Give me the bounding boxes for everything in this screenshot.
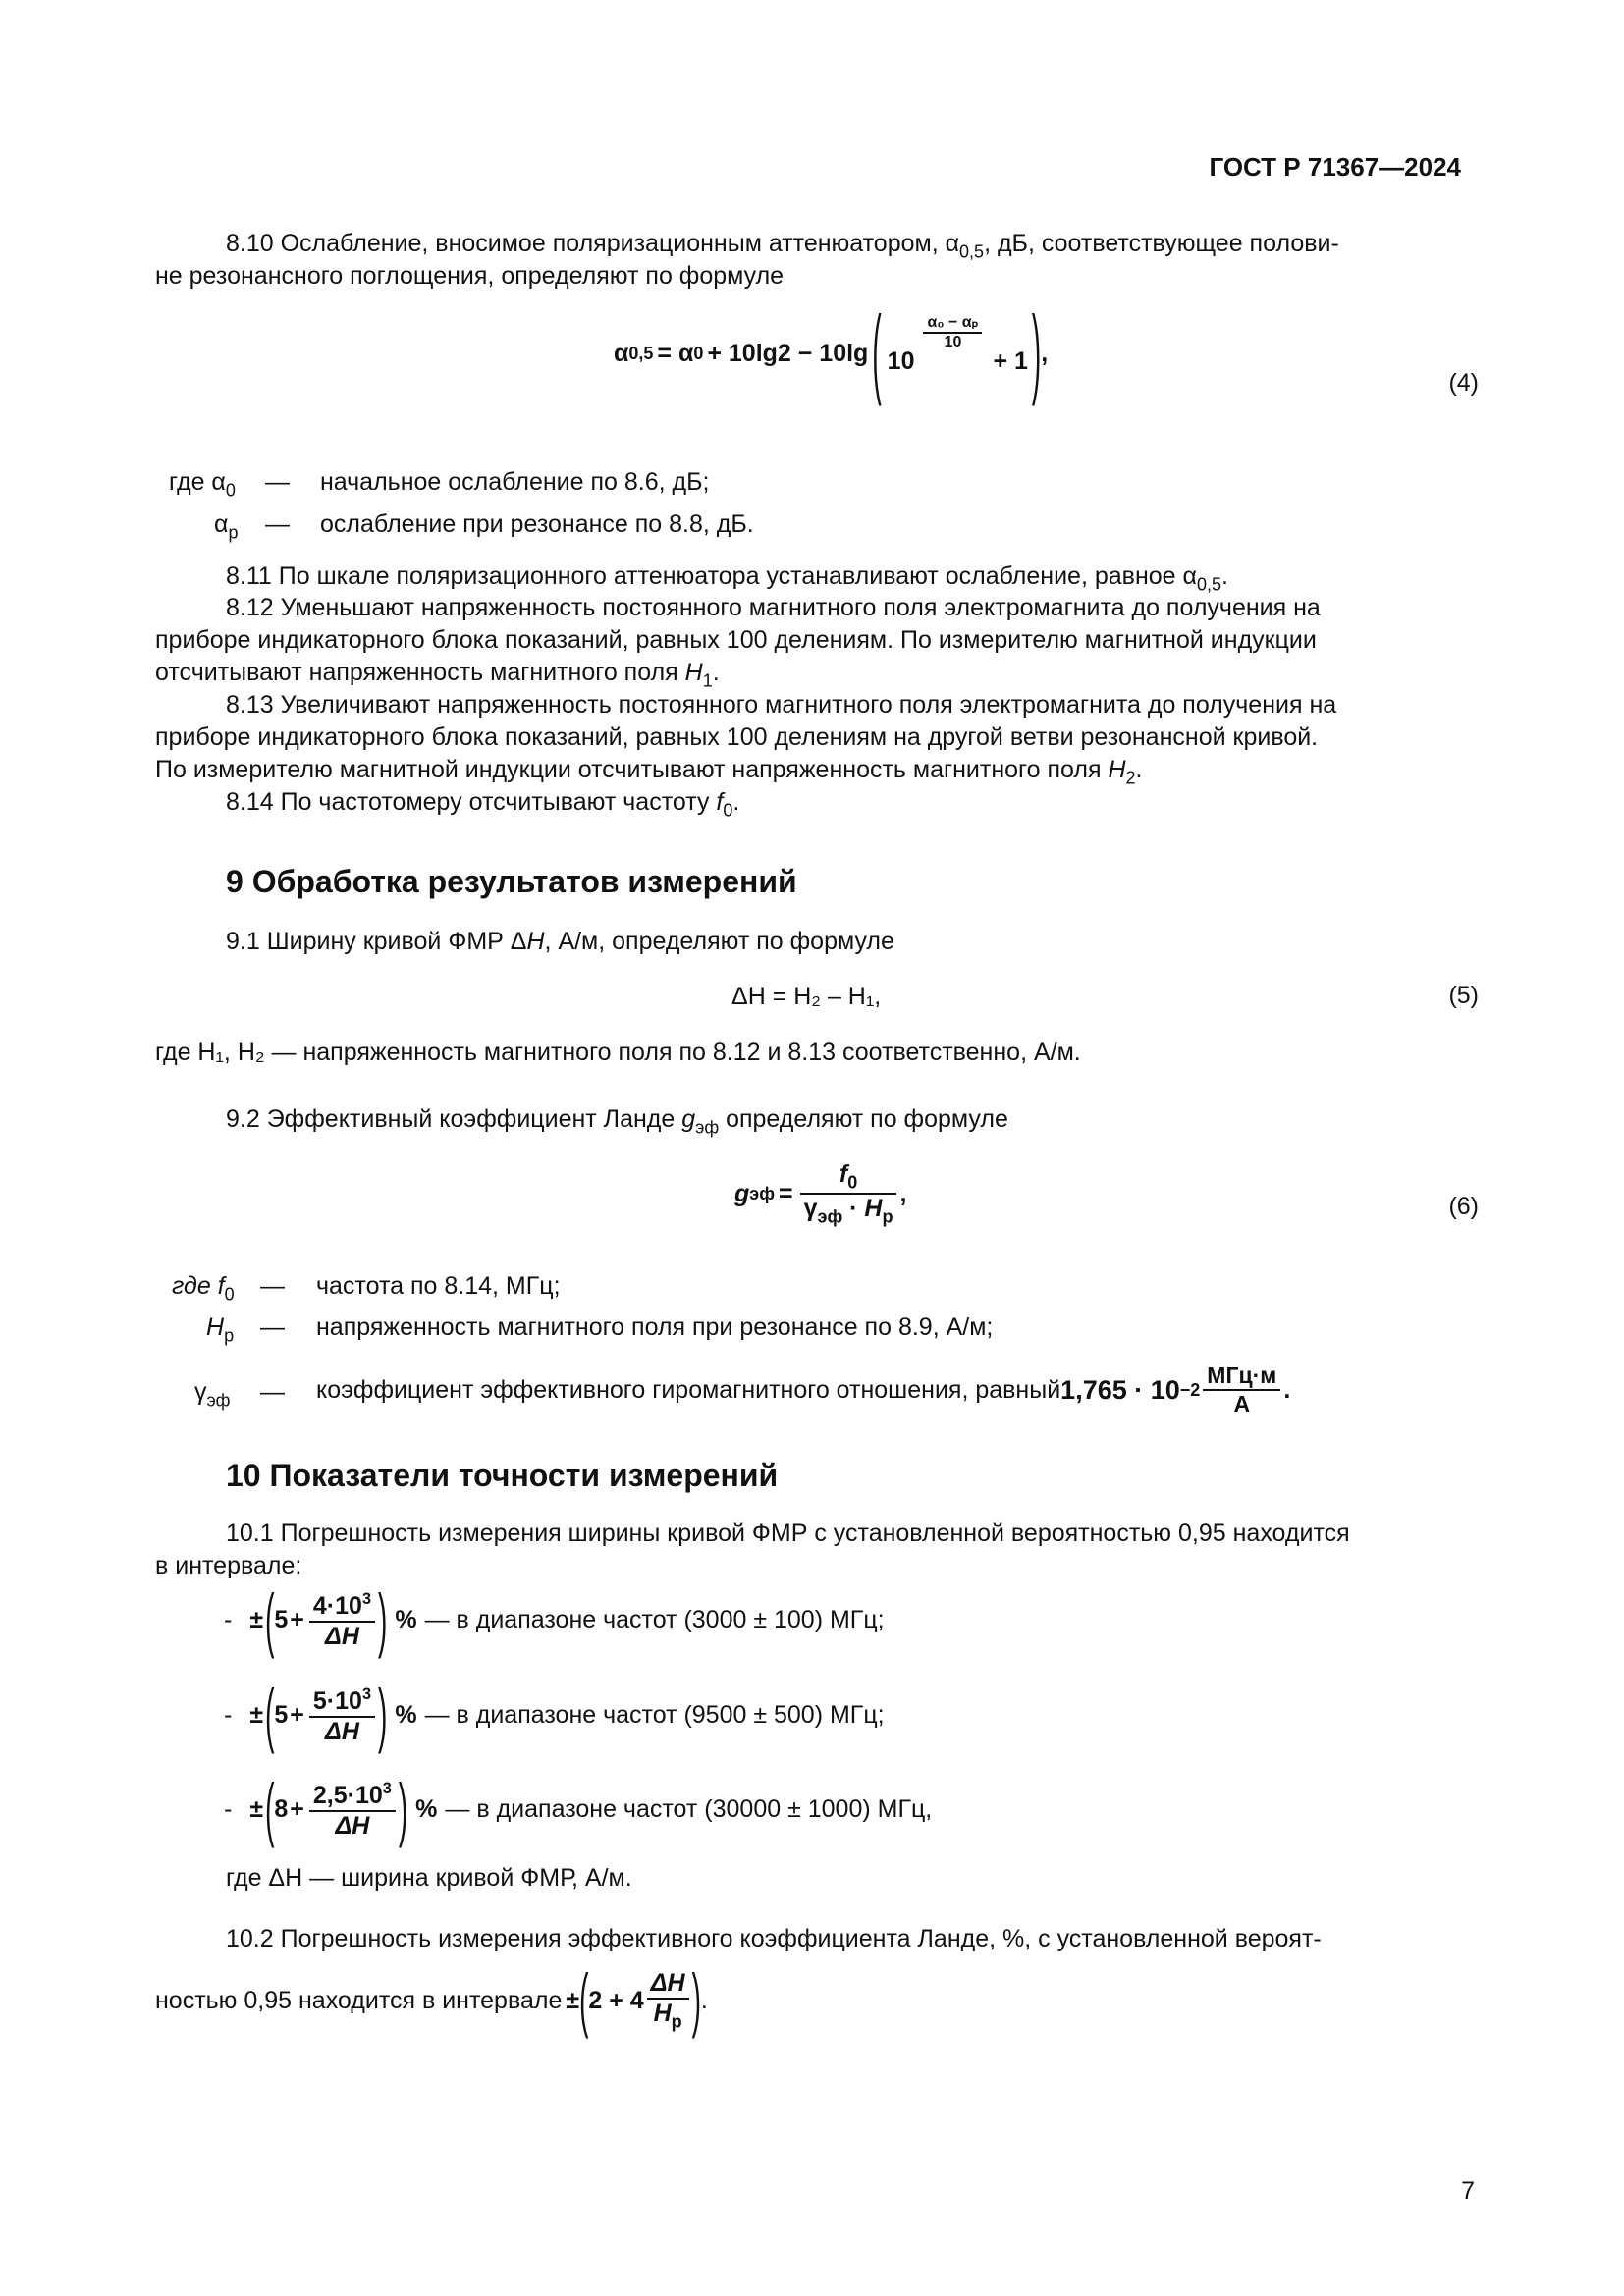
section-heading-9: 9 Обработка результатов измерений bbox=[226, 864, 797, 899]
symbol: γ bbox=[194, 1378, 207, 1406]
paragraph-8-13-line2: приборе индикаторного блока показаний, равных 100 делениям на другой ветви резонансной кривой. bbox=[155, 723, 1319, 751]
text: 2,5·10 bbox=[312, 1781, 383, 1809]
equation-5: ΔH = H₂ – H₁, bbox=[731, 983, 882, 1010]
left-paren: ( bbox=[265, 1579, 275, 1659]
text: По измерителю магнитной индукции отсчитывают напряженность магнитного поля bbox=[155, 756, 1109, 783]
subscript: 0 bbox=[723, 800, 733, 821]
text: . bbox=[700, 1986, 708, 2014]
numerator bbox=[309, 1590, 375, 1623]
definition-hp bbox=[206, 1313, 234, 1346]
paragraph-10-1-line2: в интервале: bbox=[155, 1552, 302, 1579]
numerator: МГц·м bbox=[1203, 1362, 1280, 1391]
symbol: ± bbox=[249, 1701, 264, 1730]
right-paren: ) bbox=[378, 1675, 388, 1754]
symbol: 5 bbox=[274, 1701, 289, 1730]
exponent: 3 bbox=[361, 1590, 371, 1608]
fraction bbox=[309, 1590, 375, 1651]
definition-dash: — bbox=[260, 1272, 285, 1300]
paragraph-10-1-line1: 10.1 Погрешность измерения ширины кривой ФМР с установленной вероятностью 0,95 находится bbox=[226, 1520, 1350, 1547]
text: . bbox=[1283, 1375, 1291, 1404]
subscript: 0 bbox=[693, 343, 704, 363]
paragraph-8-12-line2: приборе индикаторного блока показаний, равных 100 делениям. По измерителю магнитной индукции bbox=[155, 626, 1317, 654]
accuracy-item-3 bbox=[224, 1769, 933, 1848]
equation-number-6: (6) bbox=[1448, 1193, 1479, 1220]
equation-number-5: (5) bbox=[1448, 982, 1479, 1009]
text: , дБ, соответствующее полови- bbox=[984, 230, 1339, 257]
subscript: р bbox=[671, 2011, 682, 2032]
equation-number-4: (4) bbox=[1448, 369, 1479, 397]
dash: - bbox=[224, 1606, 233, 1634]
subscript: 2 bbox=[1125, 768, 1136, 788]
definition-dash: — bbox=[265, 510, 290, 538]
numerator bbox=[800, 1160, 897, 1195]
text: 8.10 Ослабление, вносимое поляризационным аттенюатором, α bbox=[226, 230, 960, 257]
dash: - bbox=[224, 1795, 233, 1824]
text: , А/м, определяют по формуле bbox=[544, 928, 894, 955]
plus-sign: + bbox=[290, 1701, 304, 1730]
symbol: α bbox=[614, 339, 629, 367]
symbol: γ bbox=[803, 1195, 818, 1223]
symbol: H bbox=[864, 1195, 883, 1223]
symbol: где α bbox=[169, 468, 226, 496]
text: — в диапазоне частот (9500 ± 500) МГц; bbox=[424, 1701, 885, 1730]
left-paren: ( bbox=[579, 1959, 589, 2040]
fraction bbox=[800, 1160, 897, 1228]
percent: % bbox=[395, 1701, 417, 1730]
subscript: 0 bbox=[225, 480, 236, 501]
subscript: 0 bbox=[847, 1172, 858, 1193]
denominator: А bbox=[1233, 1391, 1251, 1416]
denominator: ΔH bbox=[335, 1811, 370, 1840]
text: 5·10 bbox=[312, 1686, 362, 1715]
symbol: где f bbox=[172, 1272, 225, 1300]
text: 8.11 По шкале поляризационного аттенюатора устанавливают ослабление, равное α bbox=[226, 562, 1197, 590]
symbol: , bbox=[899, 1179, 907, 1207]
denominator: 10 bbox=[944, 334, 962, 350]
symbol: = α bbox=[657, 339, 694, 367]
text: . bbox=[1220, 562, 1228, 590]
numerator: α₀ − αₚ bbox=[923, 312, 982, 334]
left-paren: ( bbox=[265, 1675, 275, 1754]
denominator: ΔH bbox=[325, 1717, 359, 1745]
denominator bbox=[647, 2000, 689, 2032]
symbol: , bbox=[1041, 339, 1049, 367]
denominator: ΔH bbox=[325, 1622, 359, 1650]
exponent-fraction bbox=[923, 312, 982, 351]
paragraph-10-2-line1: 10.2 Погрешность измерения эффективного коэффициента Ланде, %, с установленной вероят- bbox=[226, 1925, 1322, 1952]
numerator bbox=[309, 1685, 375, 1718]
subscript: 0,5 bbox=[959, 241, 985, 262]
definition-5: где H₁, H₂ — напряженность магнитного поля по 8.12 и 8.13 соответственно, А/м. bbox=[155, 1039, 1081, 1066]
paragraph-9-1 bbox=[226, 927, 894, 956]
definition-dash: — bbox=[260, 1313, 285, 1341]
definition-gamma bbox=[194, 1378, 231, 1411]
exponent: −2 bbox=[1179, 1379, 1201, 1400]
plus-minus: ± bbox=[566, 1986, 580, 2014]
paragraph-8-14 bbox=[226, 787, 739, 822]
symbol: ± bbox=[249, 1606, 264, 1634]
paragraph-10-2-line2 bbox=[155, 1959, 708, 2040]
subscript: 0 bbox=[224, 1284, 235, 1305]
paragraph-8-12-line1: 8.12 Уменьшают напряженность постоянного магнитного поля электромагнита до получения на bbox=[226, 594, 1321, 621]
variable: g bbox=[681, 1105, 696, 1133]
right-paren: ) bbox=[378, 1579, 388, 1659]
document-header: ГОСТ Р 71367—2024 bbox=[1209, 152, 1461, 182]
left-paren: ( bbox=[872, 296, 882, 406]
definition-a0 bbox=[169, 468, 236, 501]
definition-text: ослабление при резонансе по 8.8, дБ. bbox=[320, 510, 754, 538]
symbol: f bbox=[839, 1160, 848, 1188]
text: 9.1 Ширину кривой ФМР Δ bbox=[226, 928, 527, 955]
text: 4·10 bbox=[312, 1591, 362, 1620]
text: — в диапазоне частот (3000 ± 100) МГц; bbox=[424, 1606, 885, 1634]
fraction bbox=[647, 1969, 689, 2032]
fraction bbox=[309, 1685, 375, 1746]
right-paren: ) bbox=[398, 1769, 408, 1848]
subscript: 1 bbox=[702, 670, 713, 691]
symbol: + 1 bbox=[993, 347, 1028, 375]
section-heading-10: 10 Показатели точности измерений bbox=[226, 1458, 779, 1493]
text: 9.2 Эффективный коэффициент Ланде bbox=[226, 1105, 682, 1133]
percent: % bbox=[415, 1795, 438, 1824]
text: коэффициент эффективного гиромагнитного отношения, равный bbox=[316, 1375, 1061, 1404]
symbol: · bbox=[842, 1195, 865, 1223]
subscript: 0,5 bbox=[628, 343, 654, 363]
dash: - bbox=[224, 1701, 233, 1730]
unit-fraction bbox=[1203, 1362, 1280, 1417]
variable: f bbox=[716, 788, 724, 816]
paragraph-8-10-line1 bbox=[226, 229, 1339, 263]
percent: % bbox=[395, 1606, 417, 1634]
numerator: ΔH bbox=[647, 1969, 689, 2000]
paragraph-9-2 bbox=[226, 1104, 1008, 1139]
subscript: 0,5 bbox=[1196, 574, 1221, 595]
subscript: р bbox=[224, 1325, 235, 1346]
accuracy-item-1 bbox=[224, 1579, 885, 1659]
symbol: 5 bbox=[274, 1606, 289, 1634]
definition-10-1: где ΔH — ширина кривой ФМР, А/м. bbox=[226, 1864, 632, 1892]
symbol: H bbox=[206, 1313, 225, 1341]
definition-ap bbox=[214, 510, 238, 543]
right-paren: ) bbox=[1031, 296, 1042, 406]
text: . bbox=[732, 788, 740, 816]
symbol: 2 + 4 bbox=[588, 1986, 644, 2014]
equation-4 bbox=[614, 296, 1049, 406]
definition-dash: — bbox=[260, 1378, 285, 1406]
definition-f0 bbox=[172, 1272, 235, 1305]
text: . bbox=[1135, 756, 1143, 783]
definition-text: начальное ослабление по 8.6, дБ; bbox=[320, 468, 710, 496]
paragraph-8-13-line3 bbox=[155, 755, 1142, 789]
symbol: g bbox=[734, 1179, 750, 1207]
exponent: 3 bbox=[361, 1685, 371, 1703]
definition-text bbox=[316, 1362, 1290, 1417]
text: . bbox=[712, 659, 720, 686]
text: — в диапазоне частот (30000 ± 1000) МГц, bbox=[445, 1795, 933, 1824]
subscript: р bbox=[882, 1206, 893, 1227]
variable: H bbox=[526, 928, 545, 955]
symbol: H bbox=[653, 2000, 672, 2027]
subscript: эф bbox=[817, 1206, 843, 1227]
text: отсчитывают напряженность магнитного поля bbox=[155, 659, 685, 686]
plus-sign: + bbox=[290, 1606, 304, 1634]
text: определяют по формуле bbox=[719, 1105, 1008, 1133]
definition-text: частота по 8.14, МГц; bbox=[316, 1272, 561, 1300]
symbol: ± bbox=[249, 1795, 264, 1824]
paragraph-8-12-line3 bbox=[155, 658, 720, 692]
equals-sign: = bbox=[778, 1179, 793, 1207]
subscript: эф bbox=[695, 1117, 720, 1138]
page-number: 7 bbox=[1461, 2177, 1475, 2205]
symbol: 8 bbox=[274, 1795, 289, 1824]
subscript: эф bbox=[206, 1390, 231, 1411]
variable: H bbox=[684, 659, 703, 686]
paragraph-8-10-line2: не резонансного поглощения, определяют по формуле bbox=[155, 262, 785, 290]
variable: H bbox=[1108, 756, 1126, 783]
definition-dash: — bbox=[265, 468, 290, 496]
paragraph-8-13-line1: 8.13 Увеличивают напряженность постоянного магнитного поля электромагнита до получения на bbox=[226, 691, 1337, 719]
paragraph-8-11 bbox=[226, 561, 1228, 596]
plus-sign: + bbox=[290, 1795, 304, 1824]
text: ностью 0,95 находится в интервале bbox=[155, 1986, 563, 2014]
numerator bbox=[309, 1780, 396, 1812]
right-paren: ) bbox=[691, 1959, 701, 2040]
accuracy-item-2 bbox=[224, 1675, 885, 1754]
symbol: α bbox=[214, 510, 229, 538]
denominator bbox=[800, 1195, 897, 1227]
equation-6 bbox=[734, 1160, 906, 1228]
value: 1,765 · 10 bbox=[1060, 1374, 1180, 1405]
subscript: эф bbox=[749, 1183, 775, 1203]
subscript: р bbox=[228, 522, 239, 543]
left-paren: ( bbox=[265, 1769, 275, 1848]
fraction bbox=[309, 1780, 396, 1841]
base: 10 bbox=[887, 347, 915, 375]
text: 8.14 По частотомеру отсчитывают частоту bbox=[226, 788, 717, 816]
symbol: + 10lg2 − 10lg bbox=[707, 339, 869, 367]
definition-text: напряженность магнитного поля при резонансе по 8.9, А/м; bbox=[316, 1313, 994, 1341]
exponent: 3 bbox=[382, 1780, 392, 1797]
